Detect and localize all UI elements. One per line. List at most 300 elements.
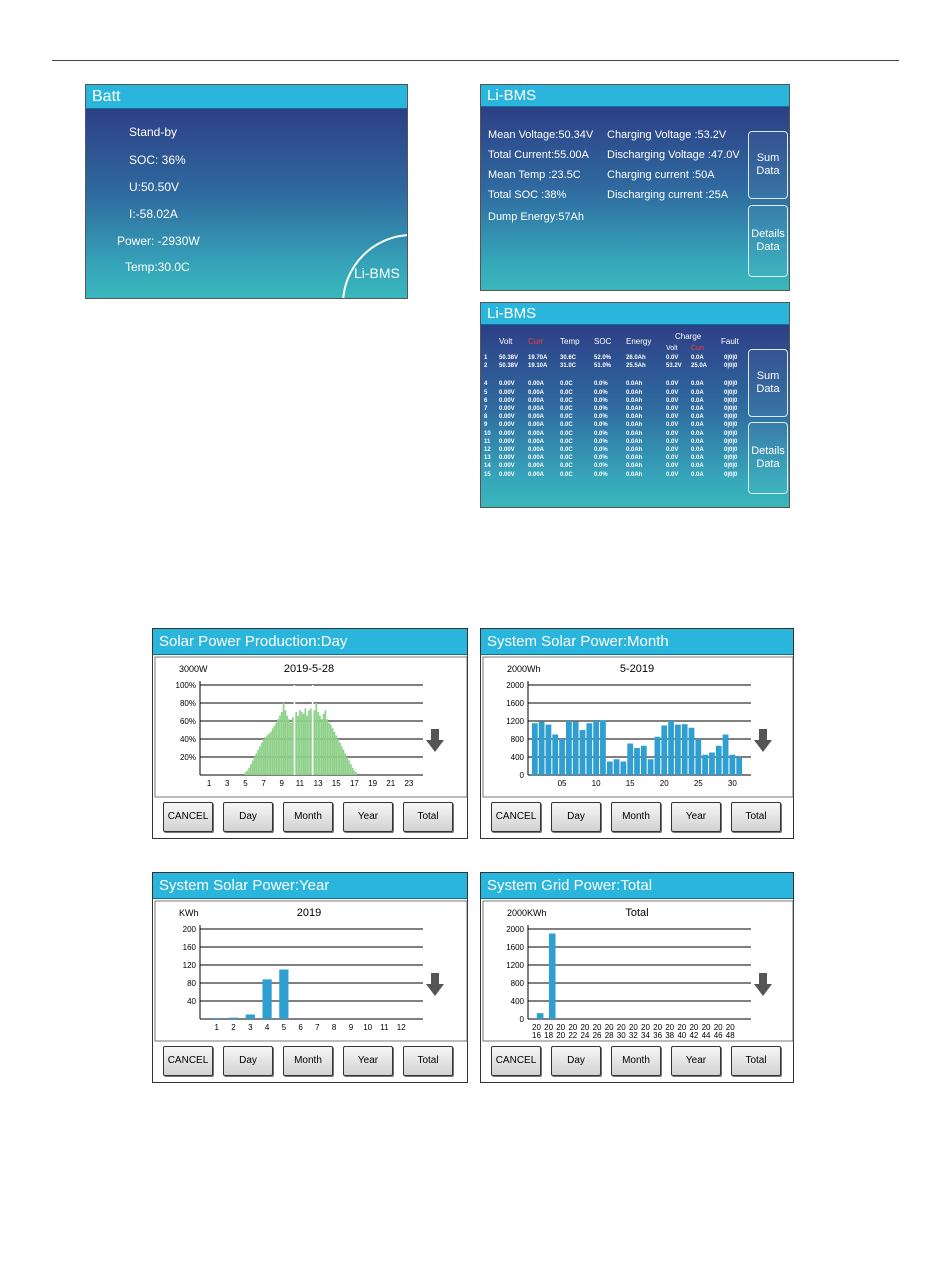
row-energy: 0.0Ah <box>626 381 643 388</box>
x-tick-label: 15 <box>331 779 341 788</box>
chart-bar <box>246 771 248 776</box>
row-energy: 0.0Ah <box>626 414 643 421</box>
row-charge-curr: 0.0A <box>691 463 704 470</box>
scroll-down-arrow-icon[interactable] <box>426 729 444 752</box>
row-fault: 0|0|0 <box>724 406 738 412</box>
y-tick-label: 120 <box>182 961 196 970</box>
row-energy: 0.0Ah <box>626 447 643 453</box>
scroll-down-arrow-icon[interactable] <box>754 973 772 996</box>
y-tick-label: 0 <box>519 771 524 780</box>
chart-bar <box>252 761 254 775</box>
batt-soc: SOC: 36% <box>129 153 186 167</box>
row-soc: 0.0% <box>594 381 608 388</box>
row-soc: 0.0% <box>594 447 608 453</box>
y-tick-label: 2000 <box>506 925 524 934</box>
x-tick-label: 1 <box>206 779 212 788</box>
row-index: 4 <box>484 381 488 388</box>
chart-bar <box>317 712 319 775</box>
col-charge-curr: Curr <box>691 345 705 352</box>
row-charge-curr: 0.0A <box>691 397 704 404</box>
chart-bar <box>350 764 352 775</box>
chart-subtitle: Total <box>625 907 649 919</box>
chart-bar <box>288 719 290 775</box>
chart-bar <box>343 750 345 775</box>
row-charge-volt: 0.0V <box>666 414 679 421</box>
x-tick-label: 20 <box>592 1023 602 1032</box>
chart-bar <box>648 759 654 775</box>
li-bms-link-label[interactable]: Li-BMS <box>354 265 400 281</box>
y-tick-label: 0 <box>519 1015 524 1024</box>
arrow-shaft <box>759 973 767 985</box>
chart-bar <box>723 735 729 776</box>
arrow-shaft <box>759 729 767 741</box>
chart-frame <box>483 901 793 1041</box>
y-tick-label: 2000 <box>506 681 524 690</box>
x-tick-label: 21 <box>386 779 396 788</box>
chart-title: System Grid Power:Total <box>481 873 793 899</box>
cancel-button[interactable]: CANCEL <box>163 1046 213 1076</box>
chart-bar <box>254 757 256 775</box>
cancel-button[interactable]: CANCEL <box>491 802 541 832</box>
total-button[interactable]: Total <box>403 802 453 832</box>
discharging-voltage: Discharging Voltage :47.0V <box>607 149 740 161</box>
x-tick-label: 1 <box>214 1023 219 1032</box>
x-tick-label: 48 <box>725 1031 735 1040</box>
row-volt: 0.00V <box>499 438 515 445</box>
chart-title: Solar Power Production:Day <box>153 629 467 655</box>
row-curr: 0.00A <box>528 414 545 421</box>
y-tick-label: 400 <box>510 753 524 762</box>
row-soc: 0.0% <box>594 463 608 470</box>
y-axis-label: 2000Wh <box>507 664 541 674</box>
x-tick-label: 17 <box>349 779 359 788</box>
chart-bar <box>263 739 265 775</box>
header-rule <box>52 60 899 61</box>
col-curr: Curr <box>528 337 544 346</box>
chart-bar <box>668 721 674 775</box>
y-tick-label: 800 <box>510 735 524 744</box>
row-energy: 0.0Ah <box>626 471 643 478</box>
row-charge-curr: 0.0A <box>691 438 704 445</box>
total-button[interactable]: Total <box>731 1046 781 1076</box>
chart-bar <box>352 768 354 775</box>
x-tick-label: 11 <box>380 1023 389 1032</box>
chart-bar <box>607 762 613 776</box>
chart-bar <box>290 723 292 775</box>
row-volt: 0.00V <box>499 447 515 453</box>
month-button[interactable]: Month <box>283 1046 333 1076</box>
year-button[interactable]: Year <box>671 1046 721 1076</box>
x-tick-label: 9 <box>348 1023 354 1032</box>
x-tick-label: 20 <box>659 779 669 788</box>
x-tick-label: 20 <box>616 1023 626 1032</box>
chart-bar <box>261 743 263 775</box>
day-button[interactable]: Day <box>223 802 273 832</box>
y-axis-label: KWh <box>179 908 199 918</box>
row-energy: 0.0Ah <box>626 389 643 396</box>
cancel-button[interactable]: CANCEL <box>163 802 213 832</box>
row-curr: 0.00A <box>528 471 545 478</box>
row-index: 13 <box>484 455 491 462</box>
row-charge-volt: 0.0V <box>666 463 679 470</box>
row-temp: 30.6C <box>560 355 577 361</box>
x-tick-label: 4 <box>264 1023 270 1032</box>
charging-current: Charging current :50A <box>607 169 715 181</box>
row-fault: 0|0|0 <box>724 397 738 404</box>
row-curr: 0.00A <box>528 389 545 396</box>
y-tick-label: 1600 <box>506 699 524 708</box>
row-volt: 50.38V <box>499 355 519 361</box>
row-volt: 0.00V <box>499 430 515 437</box>
chart-bar <box>549 934 556 1020</box>
row-charge-curr: 0.0A <box>691 447 704 453</box>
chart-bar <box>655 737 661 775</box>
x-tick-label: 20 <box>568 1023 578 1032</box>
chart-bar <box>344 753 346 775</box>
row-volt: 0.00V <box>499 455 515 462</box>
row-charge-volt: 0.0V <box>666 422 679 429</box>
y-tick-label: 40% <box>179 735 196 744</box>
year-button[interactable]: Year <box>343 802 393 832</box>
chart-bar <box>286 716 288 775</box>
row-charge-curr: 0.0A <box>691 355 704 361</box>
chart-bar <box>283 703 285 775</box>
chart-bar <box>306 716 308 775</box>
chart-bar <box>695 739 701 775</box>
row-temp: 31.0C <box>560 363 577 370</box>
batt-title: Batt <box>86 85 407 109</box>
chart-bar <box>729 755 735 775</box>
row-soc: 0.0% <box>594 406 608 412</box>
x-tick-label: 6 <box>298 1023 303 1032</box>
chart-bar <box>299 710 301 775</box>
row-soc: 0.0% <box>594 430 608 437</box>
x-tick-label: 20 <box>653 1023 663 1032</box>
chart-bar <box>279 716 281 775</box>
x-tick-label: 20 <box>689 1023 699 1032</box>
row-charge-curr: 0.0A <box>691 381 704 388</box>
x-tick-label: 24 <box>580 1031 590 1040</box>
chart-bar <box>245 772 247 775</box>
x-tick-label: 9 <box>279 779 284 788</box>
row-volt: 0.00V <box>499 463 515 470</box>
row-fault: 0|0|0 <box>724 414 738 421</box>
x-tick-label: 36 <box>653 1031 663 1040</box>
x-tick-label: 23 <box>404 779 414 788</box>
row-index: 11 <box>484 438 491 445</box>
chart-bar <box>281 712 283 775</box>
row-volt: 0.00V <box>499 397 515 404</box>
x-tick-label: 20 <box>532 1023 541 1032</box>
row-soc: 0.0% <box>594 438 608 445</box>
row-index: 2 <box>484 363 488 370</box>
chart-panel-day <box>152 628 468 839</box>
dump-energy: Dump Energy:57Ah <box>488 211 584 223</box>
row-index: 15 <box>484 471 491 478</box>
chart-bar <box>323 714 325 775</box>
row-temp: 0.0C <box>560 381 573 388</box>
scroll-down-arrow-icon[interactable] <box>754 729 772 752</box>
row-energy: 0.0Ah <box>626 422 643 429</box>
x-tick-label: 42 <box>689 1031 699 1040</box>
day-button[interactable]: Day <box>551 1046 601 1076</box>
chart-bar <box>716 746 722 775</box>
x-tick-label: 20 <box>544 1023 554 1032</box>
discharging-current: Discharging current :25A <box>607 189 729 201</box>
chart-bar <box>689 728 695 775</box>
chart-bar <box>315 703 317 775</box>
chart-bar <box>354 771 356 776</box>
x-tick-label: 20 <box>641 1023 650 1032</box>
col-fault: Fault <box>721 337 739 346</box>
x-tick-label: 20 <box>701 1023 711 1032</box>
sum-data-button[interactable]: Sum Data <box>748 131 788 199</box>
chart-bar <box>348 761 350 775</box>
chart-bar <box>559 739 565 775</box>
chart-bar <box>272 728 274 775</box>
chart-subtitle: 2019-5-28 <box>283 663 335 675</box>
x-tick-label: 20 <box>580 1023 590 1032</box>
row-fault: 0|0|0 <box>724 447 738 453</box>
y-tick-label: 1200 <box>506 961 524 970</box>
row-fault: 0|0|0 <box>724 381 738 388</box>
batt-voltage: U:50.50V <box>129 180 180 194</box>
y-tick-label: 80% <box>179 699 196 708</box>
y-tick-label: 800 <box>510 979 524 988</box>
chart-title: System Solar Power:Month <box>481 629 793 655</box>
row-temp: 0.0C <box>560 414 573 421</box>
chart-bar <box>334 732 336 775</box>
row-volt: 0.00V <box>499 381 515 388</box>
chart-subtitle: 5-2019 <box>619 663 655 675</box>
total-current: Total Current:55.00A <box>488 149 589 161</box>
x-tick-label: 2 <box>231 1023 236 1032</box>
row-fault: 0|0|0 <box>724 389 738 396</box>
arrow-shaft <box>431 729 439 741</box>
chart-bar <box>255 753 257 775</box>
mean-voltage: Mean Voltage:50.34V <box>488 129 594 141</box>
day-button[interactable]: Day <box>551 802 601 832</box>
year-button[interactable]: Year <box>343 1046 393 1076</box>
row-index: 6 <box>484 397 488 404</box>
row-curr: 0.00A <box>528 381 545 388</box>
row-index: 1 <box>484 355 488 361</box>
chart-bar <box>335 735 337 775</box>
total-button[interactable]: Total <box>403 1046 453 1076</box>
row-charge-curr: 0.0A <box>691 455 704 462</box>
chart-bar <box>310 708 312 775</box>
row-volt: 0.00V <box>499 422 515 429</box>
row-curr: 0.00A <box>528 406 545 412</box>
x-tick-label: 20 <box>556 1023 566 1032</box>
chart-bar <box>301 712 303 775</box>
col-charge-volt: Volt <box>666 345 678 352</box>
row-temp: 0.0C <box>560 438 573 445</box>
x-tick-label: 12 <box>396 1023 406 1032</box>
chart-bar <box>303 714 305 775</box>
chart-bar <box>614 759 620 775</box>
chart-bar <box>586 723 592 775</box>
mean-temp: Mean Temp :23.5C <box>488 169 581 181</box>
arrow-head <box>754 740 772 752</box>
y-axis-label: 2000KWh <box>507 908 547 918</box>
row-index: 7 <box>484 406 488 412</box>
x-tick-label: 15 <box>625 779 635 788</box>
chart-bar <box>634 748 640 775</box>
chart-bar <box>337 739 339 775</box>
bms-detail-panel <box>480 302 790 508</box>
details-data-button[interactable]: Details Data <box>748 422 788 494</box>
bms-detail-body <box>481 325 789 507</box>
x-tick-label: 3 <box>225 779 230 788</box>
month-button[interactable]: Month <box>611 1046 661 1076</box>
x-tick-label: 20 <box>677 1023 687 1032</box>
row-energy: 0.0Ah <box>626 430 643 437</box>
x-tick-label: 05 <box>557 779 567 788</box>
col-energy: Energy <box>626 337 652 346</box>
row-charge-volt: 0.0V <box>666 447 679 453</box>
arrow-head <box>426 740 444 752</box>
x-tick-label: 20 <box>665 1023 675 1032</box>
chart-bar <box>341 746 343 775</box>
row-curr: 0.00A <box>528 463 545 470</box>
x-tick-label: 5 <box>243 779 248 788</box>
row-fault: 0|0|0 <box>724 363 738 370</box>
row-fault: 0|0|0 <box>724 355 738 361</box>
bms-sum-body <box>481 107 789 290</box>
chart-bar <box>246 1015 255 1020</box>
row-temp: 0.0C <box>560 389 573 396</box>
chart-bar <box>620 762 626 776</box>
x-tick-label: 20 <box>628 1023 638 1032</box>
chart-bar <box>537 1013 544 1019</box>
chart-bar <box>250 764 252 775</box>
x-tick-label: 22 <box>568 1031 578 1040</box>
row-soc: 0.0% <box>594 455 608 462</box>
chart-bar <box>248 768 250 775</box>
y-axis-label: 3000W <box>179 664 208 674</box>
x-tick-label: 10 <box>591 779 601 788</box>
row-volt: 0.00V <box>499 471 515 478</box>
chart-bar <box>332 728 334 775</box>
row-charge-volt: 0.0V <box>666 471 679 478</box>
chart-bar <box>259 746 261 775</box>
total-soc: Total SOC :38% <box>488 189 567 201</box>
row-volt: 50.38V <box>499 363 519 370</box>
total-button[interactable]: Total <box>731 802 781 832</box>
row-charge-volt: 0.0V <box>666 389 679 396</box>
y-tick-label: 200 <box>182 925 196 934</box>
chart-bar <box>274 726 276 776</box>
row-soc: 51.0% <box>594 363 612 370</box>
chart-bar <box>546 725 552 775</box>
y-tick-label: 400 <box>510 997 524 1006</box>
x-tick-label: 20 <box>556 1031 566 1040</box>
cancel-button[interactable]: CANCEL <box>491 1046 541 1076</box>
chart-bar <box>566 721 572 775</box>
x-tick-label: 16 <box>532 1031 541 1040</box>
row-index: 12 <box>484 447 491 453</box>
row-temp: 0.0C <box>560 422 573 429</box>
x-tick-label: 13 <box>313 779 323 788</box>
row-fault: 0|0|0 <box>724 463 738 470</box>
arrow-shaft <box>431 973 439 985</box>
x-tick-label: 5 <box>281 1023 287 1032</box>
x-tick-label: 20 <box>713 1023 723 1032</box>
row-temp: 0.0C <box>560 430 573 437</box>
row-temp: 0.0C <box>560 471 573 478</box>
col-volt: Volt <box>499 337 513 346</box>
row-index: 9 <box>484 422 488 429</box>
row-energy: 26.0Ah <box>626 355 646 361</box>
x-tick-label: 30 <box>616 1031 626 1040</box>
row-curr: 0.00A <box>528 397 545 404</box>
year-button[interactable]: Year <box>671 802 721 832</box>
chart-bar <box>627 744 633 776</box>
chart-bar <box>314 710 316 775</box>
row-charge-volt: 53.2V <box>666 363 682 370</box>
row-index: 10 <box>484 430 491 437</box>
row-temp: 0.0C <box>560 455 573 462</box>
chart-bar <box>292 717 294 775</box>
chart-bar <box>212 1018 221 1019</box>
chart-bar <box>573 722 579 775</box>
chart-bar <box>319 716 321 775</box>
row-temp: 0.0C <box>560 397 573 404</box>
chart-bar <box>682 724 688 775</box>
day-button[interactable]: Day <box>223 1046 273 1076</box>
row-charge-curr: 0.0A <box>691 422 704 429</box>
sum-data-button[interactable]: Sum Data <box>748 349 788 417</box>
x-tick-label: 34 <box>641 1031 650 1040</box>
arrow-head <box>426 984 444 996</box>
row-charge-curr: 0.0A <box>691 406 704 412</box>
chart-bar <box>736 757 742 775</box>
chart-bar <box>539 722 545 775</box>
x-tick-label: 11 <box>295 779 305 788</box>
month-button[interactable]: Month <box>611 802 661 832</box>
row-energy: 0.0Ah <box>626 438 643 445</box>
bms-sum-title: Li-BMS <box>481 85 789 107</box>
details-data-button[interactable]: Details Data <box>748 205 788 277</box>
chart-bar <box>297 716 299 775</box>
month-button[interactable]: Month <box>283 802 333 832</box>
chart-panel-month <box>480 628 794 839</box>
chart-bar <box>552 735 558 776</box>
row-energy: 25.5Ah <box>626 363 646 370</box>
row-index: 8 <box>484 414 488 421</box>
chart-bar <box>661 726 667 776</box>
row-index: 14 <box>484 463 491 470</box>
chart-frame <box>155 901 467 1041</box>
row-volt: 0.00V <box>499 389 515 396</box>
y-tick-label: 160 <box>182 943 196 952</box>
row-temp: 0.0C <box>560 406 573 412</box>
chart-bar <box>229 1018 238 1019</box>
chart-bar <box>305 708 307 775</box>
x-tick-label: 25 <box>693 779 703 788</box>
x-tick-label: 7 <box>261 779 266 788</box>
chart-bar <box>580 730 586 775</box>
x-tick-label: 46 <box>713 1031 723 1040</box>
row-volt: 0.00V <box>499 406 515 412</box>
scroll-down-arrow-icon[interactable] <box>426 973 444 996</box>
bms-detail-title: Li-BMS <box>481 303 789 325</box>
chart-bar <box>270 732 272 775</box>
row-temp: 0.0C <box>560 463 573 470</box>
y-tick-label: 40 <box>187 997 196 1006</box>
chart-bar <box>532 723 538 775</box>
